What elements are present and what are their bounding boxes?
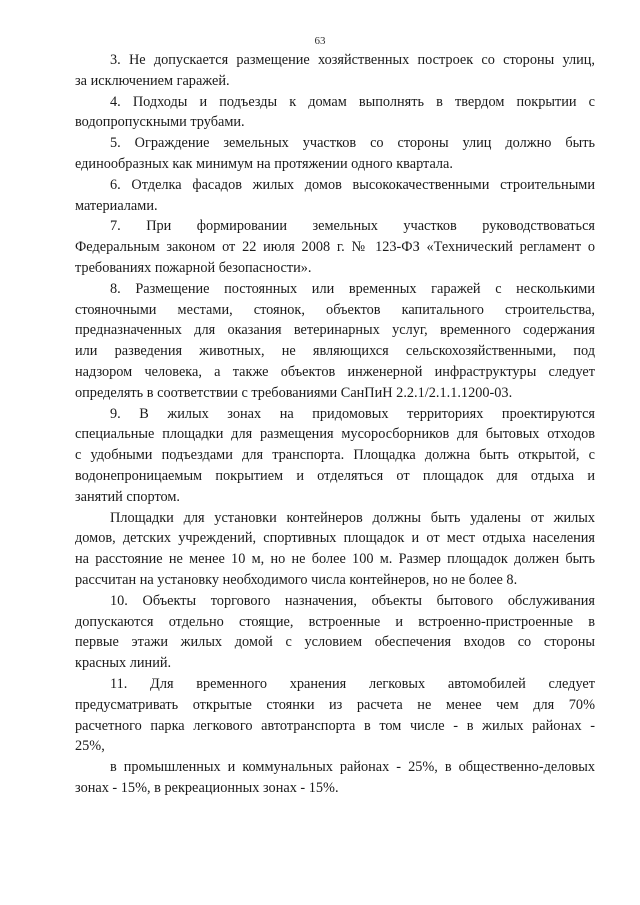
text-line: предназначенных для оказания ветеринарных услуг, временного содержания	[75, 322, 595, 339]
page-number: 63	[314, 35, 326, 47]
text-line: водонепроницаемым покрытием и отделяться от площадок для отдыха и	[75, 467, 595, 484]
text-line: на расстояние не менее 10 м, но не более 100 м. Размер площадок должен быть	[75, 551, 595, 568]
text-line: специальные площадки для размещения мусоросборников для бытовых отходов	[75, 426, 595, 443]
text-line: единообразных как минимум на протяжении одного квартала.	[75, 155, 453, 172]
text-line: 6. Отделка фасадов жилых домов высококачественными строительными	[110, 176, 595, 193]
text-line: рассчитан на установку необходимого числа контейнеров, но не более 8.	[75, 571, 518, 588]
text-line: 7. При формировании земельных участков руководствоваться	[110, 218, 595, 235]
text-line: 8. Размещение постоянных или временных гаражей с несколькими	[110, 280, 595, 297]
text-line: или разведения животных, не являющихся сельскохозяйственными, под	[75, 343, 595, 360]
text-line: Площадки для установки контейнеров должны быть удалены от жилых	[110, 509, 595, 526]
text-line: красных линий.	[75, 655, 172, 672]
text-line: занятий спортом.	[75, 488, 181, 505]
text-line: расчетного парка легкового автотранспорта в том числе - в жилых районах -	[75, 717, 595, 734]
text-line: 3. Не допускается размещение хозяйственных построек со стороны улиц,	[110, 52, 595, 68]
text-line: предусматривать открытые стоянки из расчета не менее чем для 70%	[75, 696, 595, 713]
text-line: Федеральным законом от 22 июля 2008 г. № 123-ФЗ «Технический регламент о	[75, 239, 595, 256]
text-line: требованиях пожарной безопасности».	[75, 259, 312, 276]
text-line: 25%,	[75, 738, 105, 755]
text-line: домов, детских учреждений, спортивных площадок и от мест отдыха населения	[75, 530, 595, 547]
text-line: 11. Для временного хранения легковых автомобилей следует	[110, 675, 595, 692]
text-line: с удобными подъездами для транспорта. Площадка должна быть открытой, с	[75, 447, 595, 464]
text-line: стояночными местами, стоянок, объектов капитального строительства,	[75, 301, 595, 318]
text-line: надзором человека, а также объектов инженерной инфраструктуры следует	[75, 363, 595, 380]
text-line: 5. Ограждение земельных участков со стороны улиц должно быть	[110, 135, 595, 152]
text-line: материалами.	[75, 197, 158, 214]
text-line: определять в соответствии с требованиями СанПиН 2.2.1/2.1.1.1200-03.	[75, 384, 513, 401]
text-line: допускаются отдельно стоящие, встроенные и встроенно-пристроенные в	[75, 613, 595, 630]
text-line: первые этажи жилых домой с условием обеспечения входов со стороны	[75, 634, 595, 651]
text-line: в промышленных и коммунальных районах - 25%, в общественно-деловых	[110, 759, 595, 776]
text-line: водопропускными трубами.	[75, 114, 245, 131]
text-line: 9. В жилых зонах на придомовых территориях проектируются	[110, 405, 595, 422]
text-line: за исключением гаражей.	[75, 72, 230, 89]
text-line: 10. Объекты торгового назначения, объекты бытового обслуживания	[110, 592, 595, 609]
text-line: зонах - 15%, в рекреационных зонах - 15%.	[75, 779, 339, 796]
body-text	[75, 50, 595, 799]
text-line: 4. Подходы и подъезды к домам выполнять в твердом покрытии с	[110, 93, 595, 110]
